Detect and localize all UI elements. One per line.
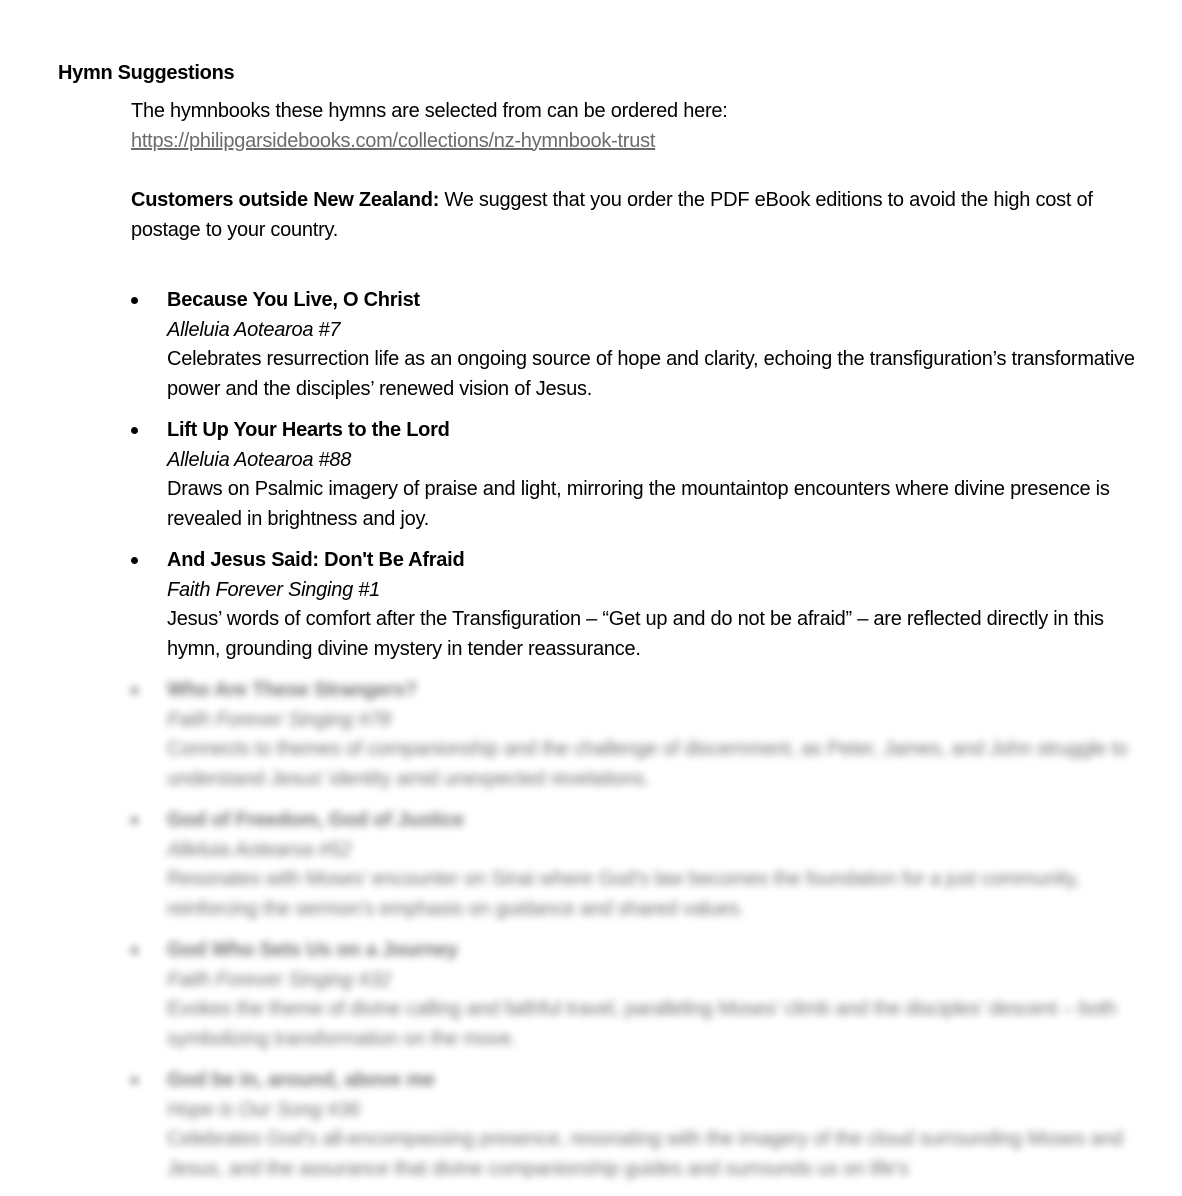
hymn-source: Alleluia Aotearoa #7 bbox=[167, 318, 341, 341]
hymn-source: Faith Forever Singing #32 bbox=[167, 968, 391, 991]
intro-text: The hymnbooks these hymns are selected from can be ordered here: bbox=[131, 100, 728, 122]
hymn-item-blurred bbox=[131, 676, 1161, 795]
hymn-source: Faith Forever Singing #78 bbox=[167, 708, 391, 731]
hymn-item bbox=[131, 546, 1161, 665]
hymn-list bbox=[131, 286, 1161, 1196]
hymn-description: Jesus’ words of comfort after the Transfiguration – “Get up and do not be afraid” – are reflected directly in this hymn, grounding divine mystery in tender reassurance. bbox=[167, 608, 1104, 660]
bullet-icon bbox=[131, 687, 138, 694]
hymn-item-blurred bbox=[131, 936, 1161, 1055]
hymn-source: Alleluia Aotearoa #88 bbox=[167, 448, 352, 471]
bullet-icon bbox=[131, 947, 138, 954]
hymn-description: Connects to themes of companionship and the challenge of discernment, as Peter, James, and John struggle to understand Jesus’ identity amid unexpected revelations. bbox=[167, 738, 1128, 790]
bullet-icon bbox=[131, 297, 138, 304]
hymn-source: Hope is Our Song #36 bbox=[167, 1098, 360, 1121]
bullet-icon bbox=[131, 1077, 138, 1084]
hymn-title: Lift Up Your Hearts to the Lord bbox=[167, 419, 450, 441]
hymn-source: Faith Forever Singing #1 bbox=[167, 578, 381, 601]
hymn-description: Draws on Psalmic imagery of praise and light, mirroring the mountaintop encounters where divine presence is revealed in brightness and joy. bbox=[167, 478, 1110, 530]
hymn-title: Because You Live, O Christ bbox=[167, 289, 420, 311]
bullet-icon bbox=[131, 817, 138, 824]
hymnbook-order-link[interactable]: https://philipgarsidebooks.com/collections/nz-hymnbook-trust bbox=[131, 129, 656, 152]
hymn-source: Alleluia Aotearoa #52 bbox=[167, 838, 352, 861]
hymn-title: Who Are These Strangers? bbox=[167, 679, 417, 701]
hymn-description: Celebrates God’s all-encompassing presence, resonating with the imagery of the cloud surrounding Moses and Jesus, and the assurance that divine companionship guides and surrounds us on life’s bbox=[167, 1128, 1123, 1180]
bullet-icon bbox=[131, 557, 138, 564]
hymn-item bbox=[131, 286, 1161, 405]
intro-paragraph bbox=[131, 97, 1151, 156]
hymn-item bbox=[131, 416, 1161, 535]
international-notice bbox=[131, 186, 1151, 245]
hymn-description: Celebrates resurrection life as an ongoing source of hope and clarity, echoing the transfiguration’s transformative power and the disciples’ renewed vision of Jesus. bbox=[167, 348, 1135, 400]
notice-text: We suggest that you order the PDF eBook editions to avoid the high cost of postage to your country. bbox=[131, 189, 1093, 241]
hymn-item-blurred bbox=[131, 806, 1161, 925]
hymn-title: God be in, around, above me bbox=[167, 1069, 435, 1091]
hymn-description: Resonates with Moses’ encounter on Sinai where God’s law becomes the foundation for a just community, reinforcing the sermon’s emphasis on guidance and shared values. bbox=[167, 868, 1080, 920]
bullet-icon bbox=[131, 427, 138, 434]
hymn-title: God Who Sets Us on a Journey bbox=[167, 939, 458, 961]
section-heading: Hymn Suggestions bbox=[58, 62, 235, 84]
hymn-item-blurred bbox=[131, 1066, 1161, 1185]
notice-label: Customers outside New Zealand: bbox=[131, 189, 440, 211]
hymn-title: And Jesus Said: Don't Be Afraid bbox=[167, 549, 465, 571]
hymn-description: Evokes the theme of divine calling and faithful travel, paralleling Moses’ climb and the disciples’ descent – both symbolizing transformation on the move. bbox=[167, 998, 1117, 1050]
hymn-title: God of Freedom, God of Justice bbox=[167, 809, 464, 831]
